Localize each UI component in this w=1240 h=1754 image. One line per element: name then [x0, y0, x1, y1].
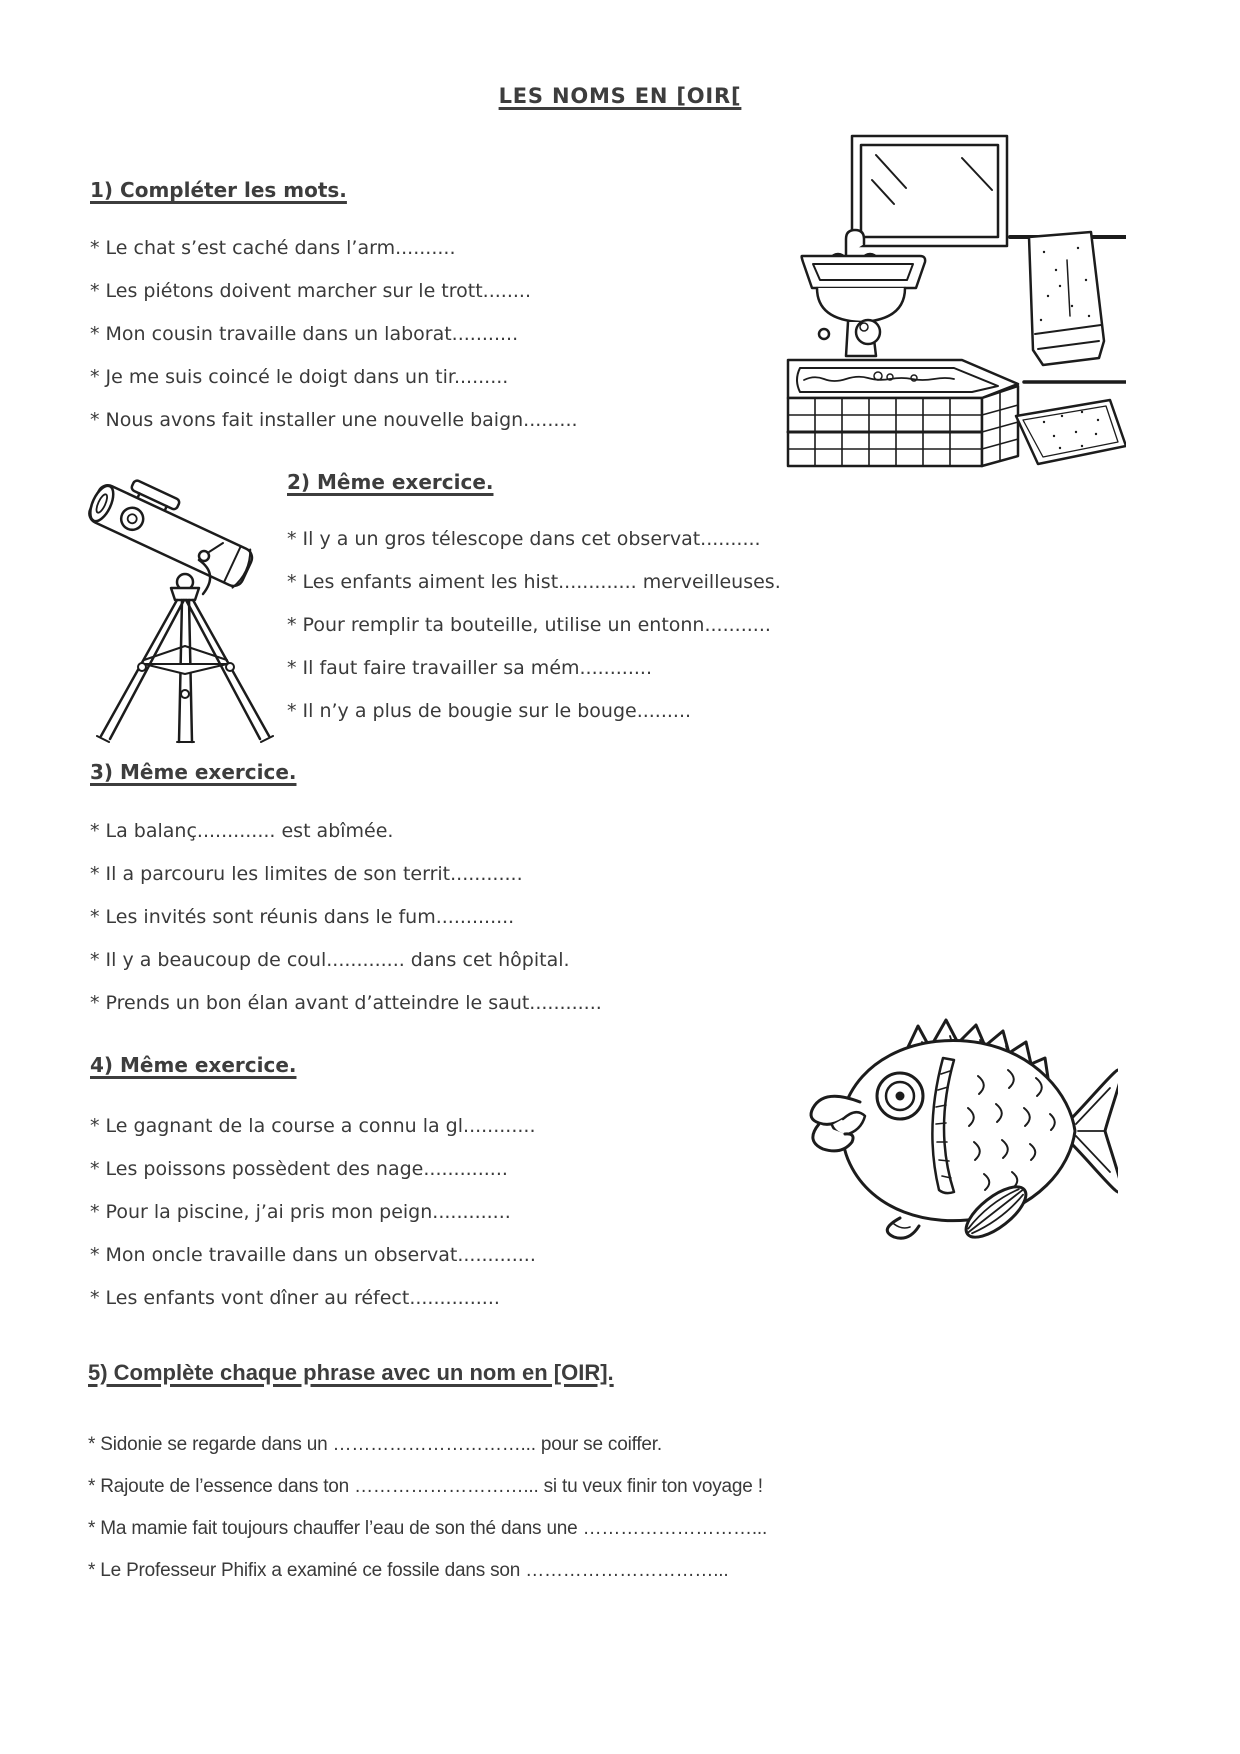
exercise-item: * Sidonie se regarde dans un …………………………... pour se coiffer. [88, 1434, 662, 1455]
exercise-item: * Les poissons possèdent des nage.............. [90, 1158, 508, 1180]
exercise-item: * Le Professeur Phifix a examiné ce fossile dans son …………………………... [88, 1560, 729, 1581]
telescope-illustration [85, 452, 300, 752]
exercise-item: * Ma mamie fait toujours chauffer l’eau de son thé dans une ………………………... [88, 1518, 768, 1539]
section-5-items [88, 1424, 1208, 1592]
section-2-heading: 2) Même exercice. [287, 470, 494, 494]
exercise-item: * Il n’y a plus de bougie sur le bouge......... [287, 700, 692, 722]
towel-icon [1029, 232, 1104, 365]
exercise-item: * Pour la piscine, j’ai pris mon peign............. [90, 1201, 511, 1223]
exercise-item: * Prends un bon élan avant d’atteindre le saut............ [90, 992, 602, 1014]
exercise-item: * Il y a un gros télescope dans cet observat.......... [287, 528, 761, 550]
exercise-item: * Nous avons fait installer une nouvelle baign......... [90, 409, 578, 431]
exercise-item: * Les invités sont réunis dans le fum............. [90, 906, 515, 928]
section-3-items [90, 810, 1210, 1025]
exercise-item: * Mon cousin travaille dans un laborat........... [90, 323, 519, 345]
exercise-item: * Rajoute de l’essence dans ton ………………………... si tu veux finir ton voyage ! [88, 1476, 763, 1497]
section-1-heading: 1) Compléter les mots. [90, 178, 347, 202]
section-4-heading: 4) Même exercice. [90, 1053, 297, 1077]
exercise-item: * Les enfants aiment les hist............. merveilleuses. [287, 571, 781, 593]
exercise-item: * Il faut faire travailler sa mém............ [287, 657, 652, 679]
exercise-item: * Mon oncle travaille dans un observat............. [90, 1244, 536, 1266]
section-3-heading: 3) Même exercice. [90, 760, 297, 784]
exercise-item: * Il y a beaucoup de coul............. dans cet hôpital. [90, 949, 570, 971]
faucet-icon [846, 230, 864, 256]
section-2-items [287, 518, 1240, 733]
exercise-item: * La balanç............. est abîmée. [90, 820, 394, 842]
section-5-heading: 5) Complète chaque phrase avec un nom en [OIR]. [88, 1360, 614, 1385]
exercise-item: * Il a parcouru les limites de son territ............ [90, 863, 523, 885]
exercise-item: * Les enfants vont dîner au réfect............... [90, 1287, 500, 1309]
bathroom-illustration [786, 120, 1126, 468]
exercise-item: * Les piétons doivent marcher sur le trott........ [90, 280, 531, 302]
exercise-item: * Le gagnant de la course a connu la gl............ [90, 1115, 536, 1137]
exercise-item: * Le chat s’est caché dans l’arm.......... [90, 237, 456, 259]
exercise-item: * Je me suis coincé le doigt dans un tir......... [90, 366, 509, 388]
fish-illustration [788, 1012, 1118, 1252]
tripod-icon [97, 600, 273, 742]
telescope-tube-icon [85, 467, 262, 590]
exercise-item: * Pour remplir ta bouteille, utilise un entonn........... [287, 614, 771, 636]
bath-mat-icon [1016, 400, 1126, 464]
page-title: LES NOMS EN [OIR[ [498, 84, 742, 108]
bathtub-icon [788, 360, 1018, 466]
